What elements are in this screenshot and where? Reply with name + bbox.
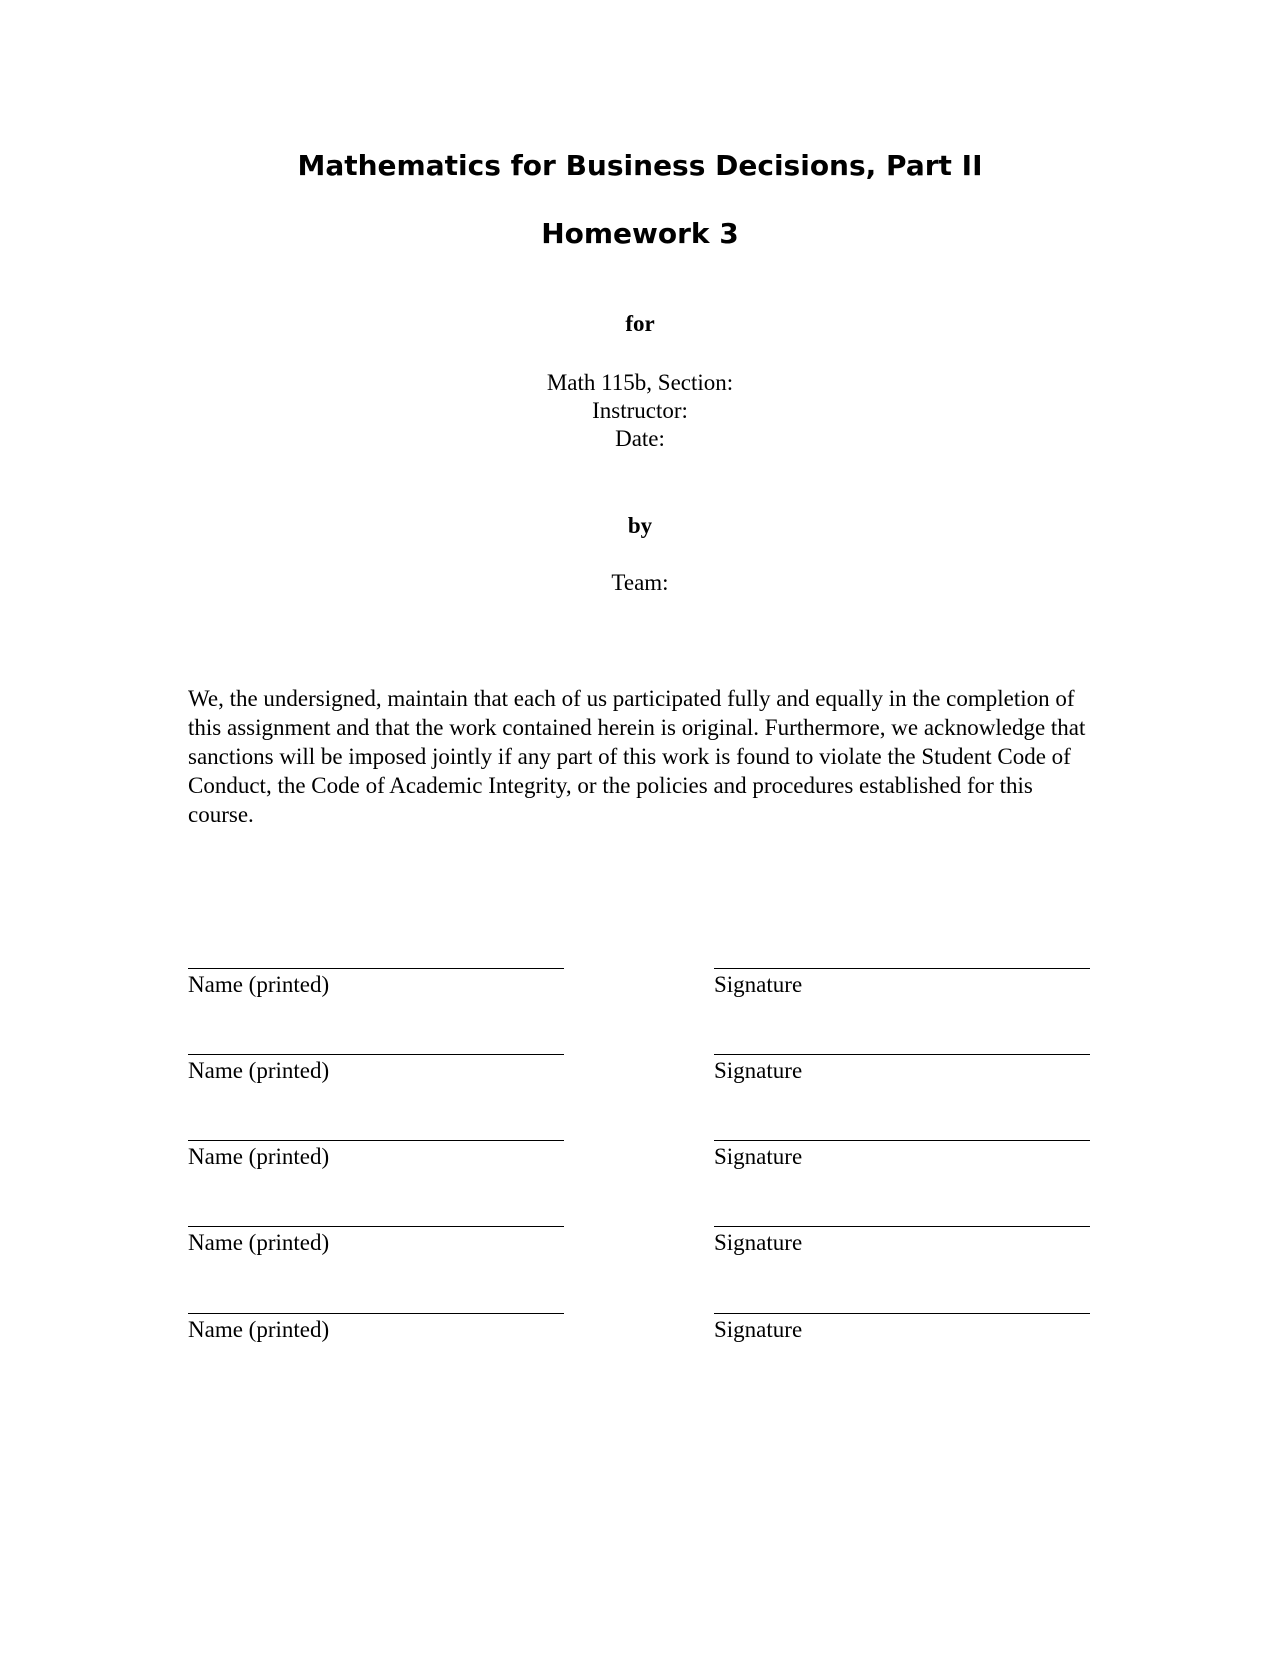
signature-block [714,1112,1092,1171]
name-label: Name (printed) [188,972,330,997]
name-label: Name (printed) [188,1317,330,1342]
name-line[interactable] [188,940,564,969]
team-label: Team: [611,570,669,595]
signature-line[interactable] [714,1285,1090,1314]
signature-label: Signature [714,1058,803,1083]
signature-block [714,940,1092,999]
signature-row [188,1285,1090,1345]
signature-line[interactable] [714,1198,1090,1227]
integrity-statement: We, the undersigned, maintain that each of us participated fully and equally in the completion of this assignment and that the work contained herein is original. Furthermore, we acknowledge that sanctions will be imposed jointly if any part of this work is found to violate the Student Code of Conduct, the Code of Academic Integrity, or the policies and procedures established for this course. [188,686,1086,827]
date-label: Date: [615,426,665,451]
name-block [188,1026,566,1085]
document-title: Mathematics for Business Decisions, Part II [297,149,983,182]
name-label: Name (printed) [188,1144,330,1169]
signature-label: Signature [714,1317,803,1342]
name-label: Name (printed) [188,1058,330,1083]
signature-label: Signature [714,1144,803,1169]
name-line[interactable] [188,1026,564,1055]
signature-row [188,1112,1090,1172]
name-block [188,1285,566,1344]
signature-row [188,940,1090,1000]
course-section-label: Math 115b, Section: [546,370,734,395]
signature-block [714,1285,1092,1344]
name-line[interactable] [188,1285,564,1314]
signature-line[interactable] [714,940,1090,969]
signature-line[interactable] [714,1112,1090,1141]
name-label: Name (printed) [188,1230,330,1255]
name-block [188,1112,566,1171]
signature-row [188,1198,1090,1258]
signature-label: Signature [714,972,803,997]
name-line[interactable] [188,1198,564,1227]
name-block [188,1198,566,1257]
signature-label: Signature [714,1230,803,1255]
instructor-label: Instructor: [592,398,688,423]
name-line[interactable] [188,1112,564,1141]
signature-block [714,1026,1092,1085]
by-label: by [627,513,653,538]
for-label: for [625,311,655,336]
name-block [188,940,566,999]
document-subtitle: Homework 3 [541,217,739,250]
signature-row [188,1026,1090,1086]
signature-line[interactable] [714,1026,1090,1055]
signature-block [714,1198,1092,1257]
course-info [0,369,1280,453]
